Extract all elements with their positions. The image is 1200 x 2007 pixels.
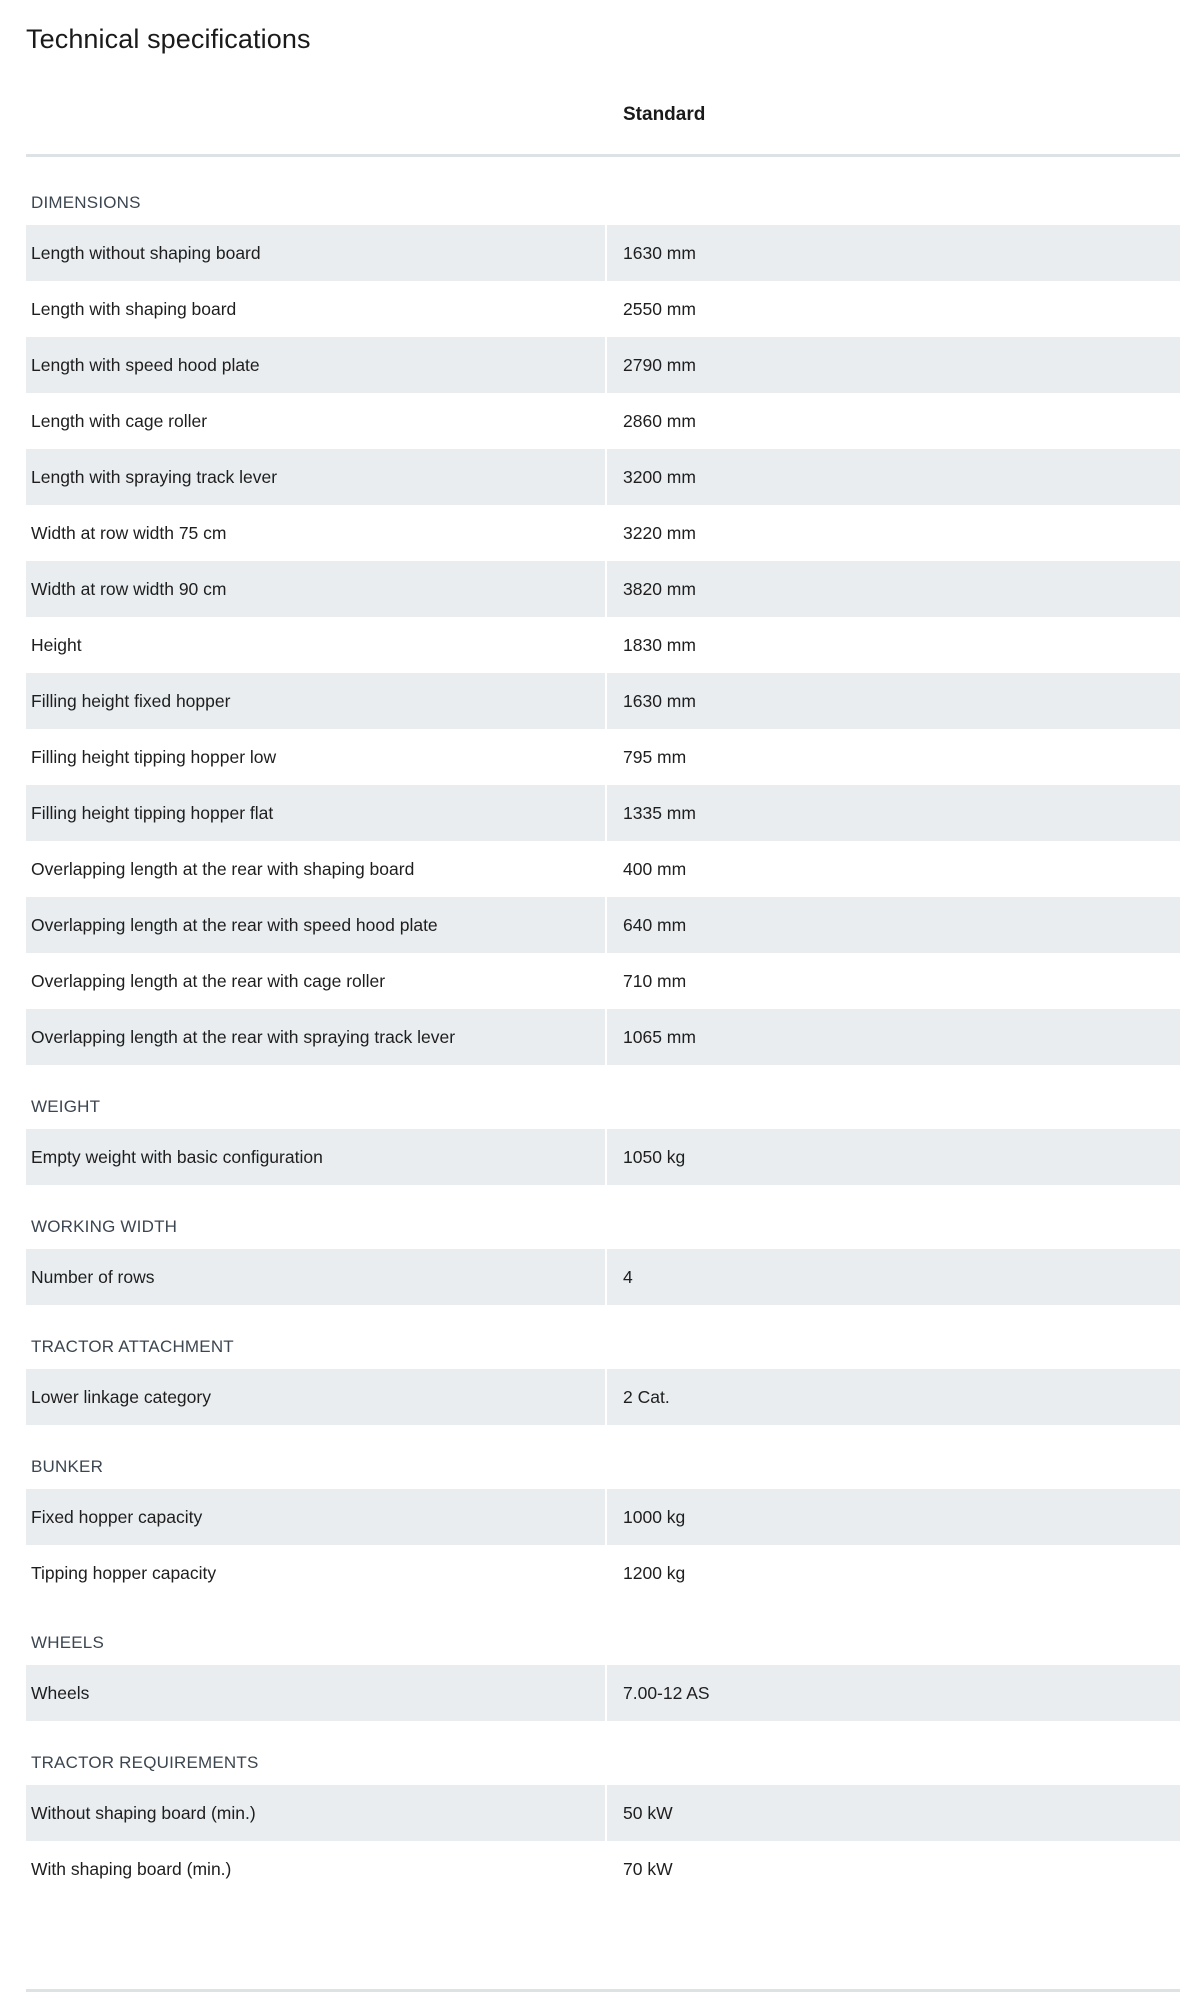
column-divider <box>605 281 607 337</box>
table-row <box>26 729 1180 785</box>
table-row <box>26 337 1180 393</box>
section-rows <box>26 1369 1180 1425</box>
table-row <box>26 1785 1180 1841</box>
table-row <box>26 1009 1180 1065</box>
column-divider <box>605 1841 607 1897</box>
spec-section <box>26 1085 1180 1185</box>
spec-label: Length with cage roller <box>31 410 208 431</box>
spec-value: 400 mm <box>623 858 687 879</box>
section-title: TRACTOR ATTACHMENT <box>31 1337 234 1356</box>
spec-label: Filling height fixed hopper <box>31 690 231 711</box>
spec-value: 1065 mm <box>623 1026 696 1047</box>
spec-label: Overlapping length at the rear with cage roller <box>31 970 386 991</box>
table-row <box>26 1545 1180 1601</box>
spec-sections <box>26 181 1180 1897</box>
spec-value: 640 mm <box>623 914 687 935</box>
table-row <box>26 617 1180 673</box>
section-rows <box>26 1129 1180 1185</box>
section-title: DIMENSIONS <box>31 193 141 212</box>
spec-label: Length without shaping board <box>31 242 261 263</box>
column-divider <box>605 449 607 505</box>
spec-section <box>26 1325 1180 1425</box>
section-rows <box>26 1249 1180 1305</box>
spec-label: Length with speed hood plate <box>31 354 260 375</box>
column-divider <box>605 897 607 953</box>
column-header-standard: Standard <box>623 104 706 125</box>
spec-value: 1335 mm <box>623 802 696 823</box>
spec-value: 70 kW <box>623 1858 673 1879</box>
spec-label: Width at row width 90 cm <box>31 578 227 599</box>
table-row <box>26 1841 1180 1897</box>
spec-value: 1000 kg <box>623 1506 686 1527</box>
spec-value: 2 Cat. <box>623 1386 670 1407</box>
spec-value: 50 kW <box>623 1802 673 1823</box>
section-title: BUNKER <box>31 1457 104 1476</box>
table-row <box>26 393 1180 449</box>
section-title: WEIGHT <box>31 1097 101 1116</box>
column-divider <box>605 785 607 841</box>
table-row <box>26 281 1180 337</box>
spec-value: 710 mm <box>623 970 687 991</box>
spec-value: 2550 mm <box>623 298 696 319</box>
table-row <box>26 1129 1180 1185</box>
column-divider <box>605 1545 607 1601</box>
table-row <box>26 1665 1180 1721</box>
spec-label: Tipping hopper capacity <box>31 1562 217 1583</box>
spec-value: 2860 mm <box>623 410 696 431</box>
column-divider <box>605 1009 607 1065</box>
spec-label: Lower linkage category <box>31 1386 211 1407</box>
spec-value: 4 <box>623 1266 633 1287</box>
section-rows <box>26 1665 1180 1721</box>
spec-value: 1630 mm <box>623 690 696 711</box>
spec-label: Filling height tipping hopper flat <box>31 802 274 823</box>
table-bottom-rule <box>26 1989 1180 1992</box>
table-row <box>26 1489 1180 1545</box>
spec-section <box>26 1621 1180 1721</box>
table-header <box>26 90 1180 157</box>
column-divider <box>605 337 607 393</box>
column-divider <box>605 729 607 785</box>
column-divider <box>605 1785 607 1841</box>
column-divider <box>605 617 607 673</box>
column-divider <box>605 505 607 561</box>
table-row <box>26 897 1180 953</box>
column-divider <box>605 1489 607 1545</box>
spec-label: Width at row width 75 cm <box>31 522 227 543</box>
spec-label: Overlapping length at the rear with shaping board <box>31 858 415 879</box>
table-row <box>26 505 1180 561</box>
spec-value: 3200 mm <box>623 466 696 487</box>
column-divider <box>605 561 607 617</box>
spec-label: Overlapping length at the rear with speed hood plate <box>31 914 438 935</box>
spec-label: Length with spraying track lever <box>31 466 278 487</box>
table-row <box>26 785 1180 841</box>
section-rows <box>26 1489 1180 1601</box>
spec-value: 3820 mm <box>623 578 696 599</box>
spec-value: 1200 kg <box>623 1562 686 1583</box>
table-row <box>26 953 1180 1009</box>
spec-value: 1630 mm <box>623 242 696 263</box>
section-rows <box>26 1785 1180 1897</box>
page-title: Technical specifications <box>26 24 311 54</box>
column-divider <box>605 673 607 729</box>
spec-label: Height <box>31 634 82 655</box>
spec-section <box>26 1445 1180 1601</box>
spec-value: 2790 mm <box>623 354 696 375</box>
spec-section <box>26 1741 1180 1897</box>
column-divider <box>605 1665 607 1721</box>
spec-value: 795 mm <box>623 746 687 767</box>
section-rows <box>26 225 1180 1065</box>
table-row <box>26 841 1180 897</box>
spec-label: Number of rows <box>31 1266 155 1287</box>
spec-table <box>26 90 1180 1897</box>
spec-value: 1050 kg <box>623 1146 686 1167</box>
column-divider <box>605 1129 607 1185</box>
column-divider <box>605 1369 607 1425</box>
table-row <box>26 225 1180 281</box>
spec-value: 3220 mm <box>623 522 696 543</box>
spec-section <box>26 1205 1180 1305</box>
column-divider <box>605 393 607 449</box>
spec-section <box>26 181 1180 1065</box>
table-row <box>26 1369 1180 1425</box>
spec-label: Without shaping board (min.) <box>31 1802 256 1823</box>
table-row <box>26 673 1180 729</box>
table-row <box>26 561 1180 617</box>
section-title: WHEELS <box>31 1633 104 1652</box>
table-row <box>26 449 1180 505</box>
section-title: TRACTOR REQUIREMENTS <box>31 1753 259 1772</box>
spec-label: Length with shaping board <box>31 298 237 319</box>
column-divider <box>605 225 607 281</box>
section-title: WORKING WIDTH <box>31 1217 178 1236</box>
table-row <box>26 1249 1180 1305</box>
spec-label: Filling height tipping hopper low <box>31 746 277 767</box>
spec-label: Overlapping length at the rear with spraying track lever <box>31 1026 456 1047</box>
spec-label: Empty weight with basic configuration <box>31 1146 323 1167</box>
column-divider <box>605 1249 607 1305</box>
spec-label: Wheels <box>31 1682 90 1703</box>
spec-label: Fixed hopper capacity <box>31 1506 203 1527</box>
spec-label: With shaping board (min.) <box>31 1858 232 1879</box>
spec-value: 7.00-12 AS <box>623 1682 710 1703</box>
column-divider <box>605 841 607 897</box>
spec-value: 1830 mm <box>623 634 696 655</box>
column-divider <box>605 953 607 1009</box>
